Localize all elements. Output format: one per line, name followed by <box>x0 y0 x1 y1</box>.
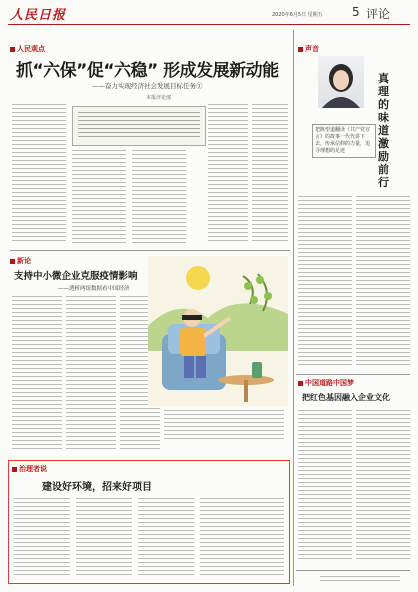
lead-body-col-3 <box>132 150 186 244</box>
section-label-voice <box>298 44 319 54</box>
section-label-text: 新论 <box>17 257 31 265</box>
msme-headline: 支持中小微企业克服疫情影响 <box>14 271 138 282</box>
section-marker <box>298 381 303 386</box>
callout-text <box>78 112 200 138</box>
dream-body-col-1 <box>298 410 352 560</box>
date-line: 2020年6月5日 星期五 <box>272 12 323 18</box>
msme-body-col-1 <box>12 296 62 452</box>
lead-body-col-1 <box>12 104 66 244</box>
section-label-governance <box>12 464 47 474</box>
page-name: 评论 <box>366 7 391 21</box>
footer-text <box>320 576 400 582</box>
lead-headline: 抓“六保”促“六稳” 形成发展新动能 <box>16 61 279 81</box>
voice-title: 真理的味道激励前行 <box>378 72 389 189</box>
environment-body-col-1 <box>14 498 70 578</box>
footer-rule <box>296 570 410 571</box>
right-section-divider <box>296 374 410 375</box>
section-marker <box>298 47 303 52</box>
dream-headline: 把红色基因融入企业文化 <box>302 393 390 402</box>
author-photo <box>318 56 364 108</box>
voice-body-col-1 <box>298 196 352 366</box>
sun-shape <box>186 266 210 290</box>
lead-subtitle: ——奋力实现经济社会发展目标任务① <box>92 82 203 90</box>
lead-body-col-5 <box>252 104 288 244</box>
section-divider <box>10 250 290 251</box>
section-label-people-view <box>10 44 45 54</box>
lead-body-col-4 <box>208 104 248 244</box>
cartoon-svg <box>148 256 288 406</box>
lead-byline: 本报评论部 <box>146 95 172 101</box>
cartoon-illustration <box>148 256 288 406</box>
section-marker <box>10 259 15 264</box>
section-label-text: 中国道路中国梦 <box>305 379 354 387</box>
environment-headline: 建设好环境，招来好项目 <box>42 482 152 493</box>
lead-callout-box <box>72 106 206 146</box>
section-label-new-talk <box>10 256 31 266</box>
dream-body-col-2 <box>356 410 410 560</box>
page-number: 5 <box>352 5 360 19</box>
lead-body-col-2 <box>72 150 126 244</box>
environment-body-col-3 <box>138 498 194 578</box>
column-divider <box>293 30 294 586</box>
section-label-text: 声音 <box>305 45 319 53</box>
section-marker <box>12 467 17 472</box>
section-marker <box>10 47 15 52</box>
voice-caption-text: 把陈望道翻译《共产党宣言》的故事一代代讲下去，传承信仰的力量，追寻理想的足迹 <box>315 127 371 154</box>
illustration-caption-text <box>164 410 284 440</box>
masthead-logo: 人民日报 <box>10 8 67 23</box>
voice-caption <box>312 124 376 158</box>
msme-subtitle: ——透析两组数据看中国经济 <box>58 286 130 292</box>
author-portrait-svg <box>318 56 364 108</box>
msme-body-col-2 <box>66 296 116 452</box>
masthead-rule <box>8 24 410 25</box>
section-label-text: 治理者说 <box>19 465 47 473</box>
environment-body-col-4 <box>200 498 284 578</box>
voice-body-col-2 <box>356 196 410 366</box>
environment-body-col-2 <box>76 498 132 578</box>
section-label-text: 人民观点 <box>17 45 45 53</box>
section-label-dream <box>298 378 354 388</box>
